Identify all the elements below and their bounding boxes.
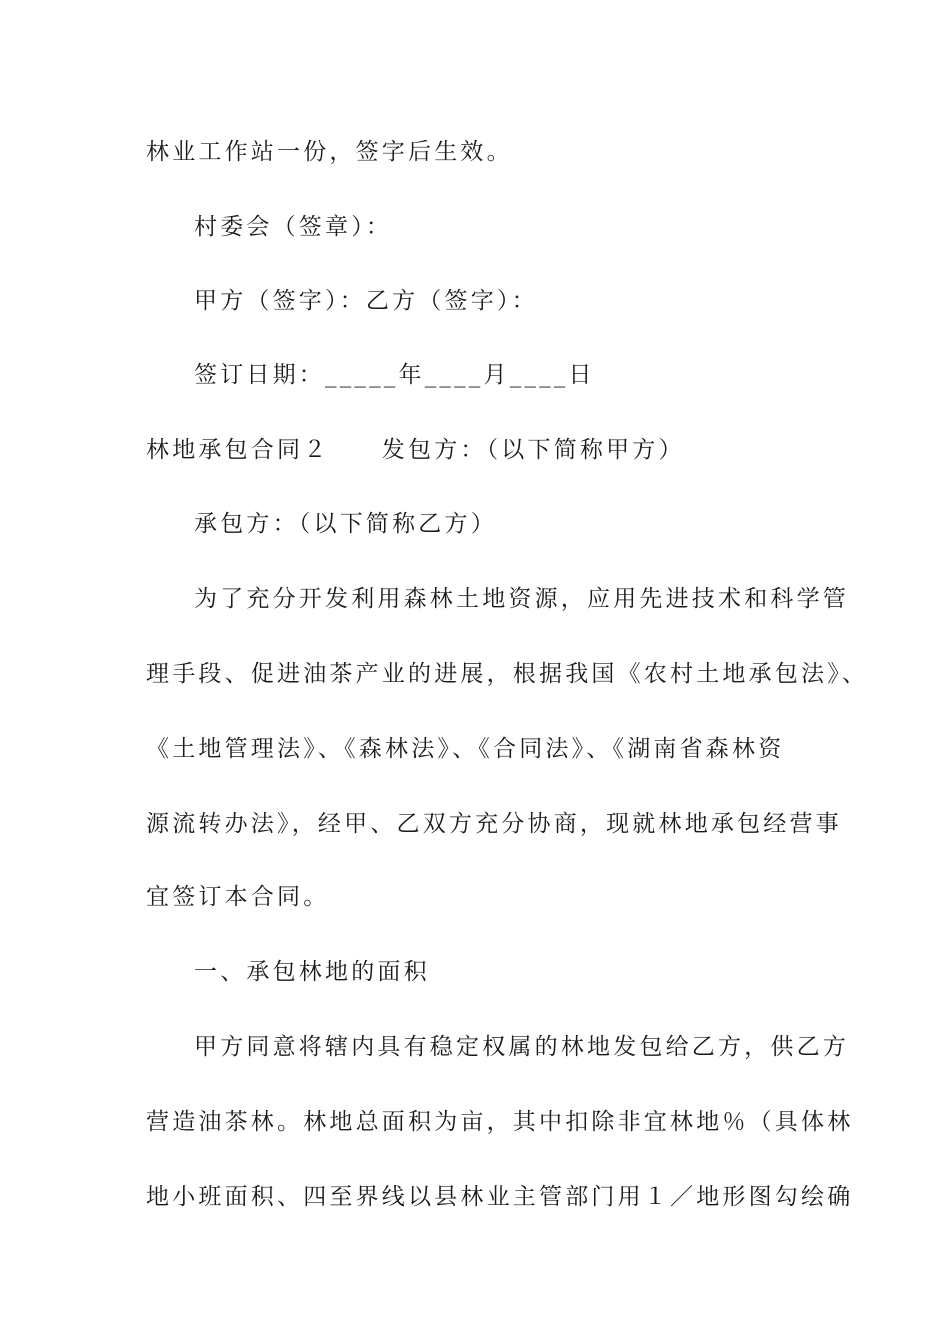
- contract-title: 林地承包合同２ 发包方：（以下简称甲方）: [146, 437, 685, 463]
- text-line: 林业工作站一份，签字后生效。: [146, 139, 513, 165]
- paragraph-line: 《土地管理法》、《森林法》、《合同法》、《湖南省森林资: [146, 736, 785, 762]
- signature-village-committee: 村委会（签章）：: [194, 214, 393, 240]
- paragraph-line: 营造油茶林。林地总面积为亩，其中扣除非宜林地％（具体林: [146, 1109, 854, 1135]
- contractor-line: 承包方：（以下简称乙方）: [194, 511, 497, 537]
- signature-parties: 甲方（签字）：乙方（签字）：: [194, 288, 538, 314]
- paragraph-line: 甲方同意将辖内具有稳定权属的林地发包给乙方，供乙方: [194, 1034, 849, 1060]
- section-heading: 一、承包林地的面积: [194, 959, 430, 985]
- paragraph-line: 理手段、促进油茶产业的进展，根据我国《农村土地承包法》、: [146, 661, 869, 687]
- signing-date: 签订日期：_____年____月____日: [194, 362, 595, 388]
- paragraph-line: 为了充分开发利用森林土地资源，应用先进技术和科学管: [194, 586, 849, 612]
- paragraph-line: 地小班面积、四至界线以县林业主管部门用１／地形图勾绘确: [146, 1184, 854, 1210]
- paragraph-line: 源流转办法》，经甲、乙双方充分协商，现就林地承包经营事: [146, 811, 842, 837]
- paragraph-line: 宜签订本合同。: [146, 884, 330, 910]
